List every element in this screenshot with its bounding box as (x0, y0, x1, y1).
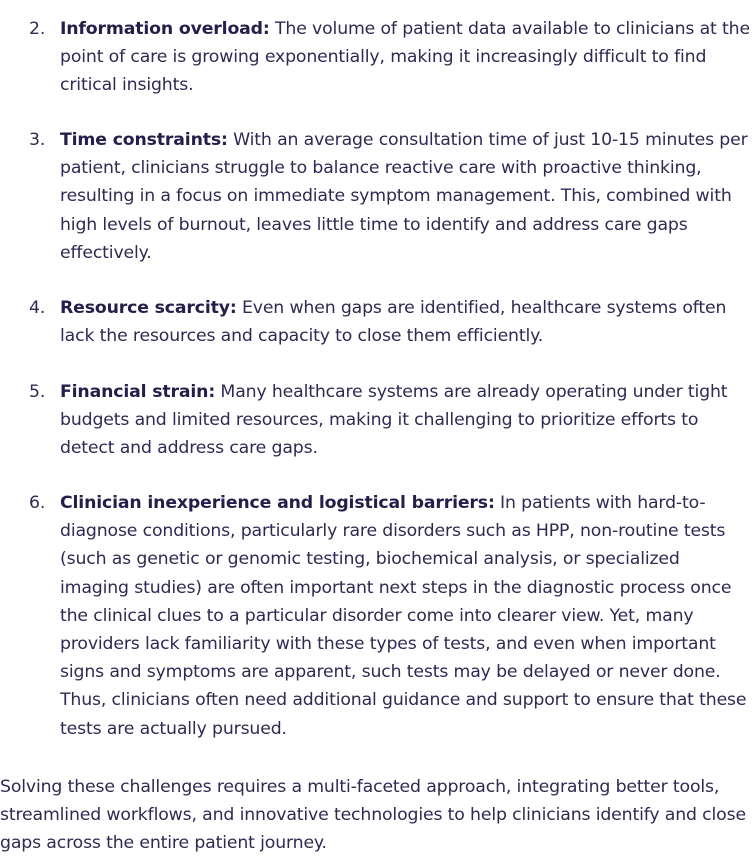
list-item-title: Information overload: (60, 19, 270, 39)
list-item-text: With an average consultation time of just 10-15 minutes per patient, clinicians struggle to balance reactive care with proactive thinking, resulting in a focus on immediate symptom management. This, combined with high levels of burnout, leaves little time to identify and address care gaps effectively. (60, 130, 748, 263)
list-item-text: In patients with hard-to-diagnose conditions, particularly rare disorders such as HPP, non-routine tests (such as genetic or genomic testing, biochemical analysis, or specialized imaging studies) are often important next steps in the diagnostic process once the clinical clues to a particular disorder come into clearer view. Yet, many providers lack familiarity with these types of tests, and even when important signs and symptoms are apparent, such tests may be delayed or never done. Thus, clinicians often need additional guidance and support to ensure that these tests are actually pursued. (60, 493, 747, 739)
list-item-number: 2. (29, 19, 46, 39)
list-item-title: Financial strain: (60, 382, 216, 402)
list-item-title: Time constraints: (60, 130, 228, 150)
list-item-text: Many healthcare systems are already operating under tight budgets and limited resources, making it challenging to prioritize efforts to detect and address care gaps. (60, 382, 728, 459)
list-item-number: 3. (29, 130, 46, 150)
list-item-title: Resource scarcity: (60, 298, 237, 318)
list-item-title-part: barriers: (411, 493, 495, 513)
list-item-title (60, 493, 495, 513)
list-item-text: Even when gaps are identified, healthcare systems often lack the resources and capacity to close them efficiently. (60, 298, 727, 347)
list-item-clinician-inexperience (0, 489, 753, 743)
list-item-time-constraints (0, 126, 753, 267)
list-item-text: The volume of patient data available to clinicians at the point of care is growing exponentially, making it increasingly difficult to find critical insights. (60, 19, 750, 96)
list-item-title-part: Clinician inexperience and logistical (60, 493, 412, 513)
list-item-resource-scarcity (0, 294, 753, 350)
list-item-number: 4. (29, 298, 46, 318)
list-item-number: 5. (29, 382, 46, 402)
list-item-financial-strain (0, 378, 753, 463)
list-item-information-overload (0, 15, 753, 100)
list-item-number: 6. (29, 493, 46, 513)
closing-paragraph: Solving these challenges requires a multi-faceted approach, integrating better tools, streamlined workflows, and innovative technologies to help clinicians identify and close gaps across the entire patient journey. (0, 777, 746, 854)
